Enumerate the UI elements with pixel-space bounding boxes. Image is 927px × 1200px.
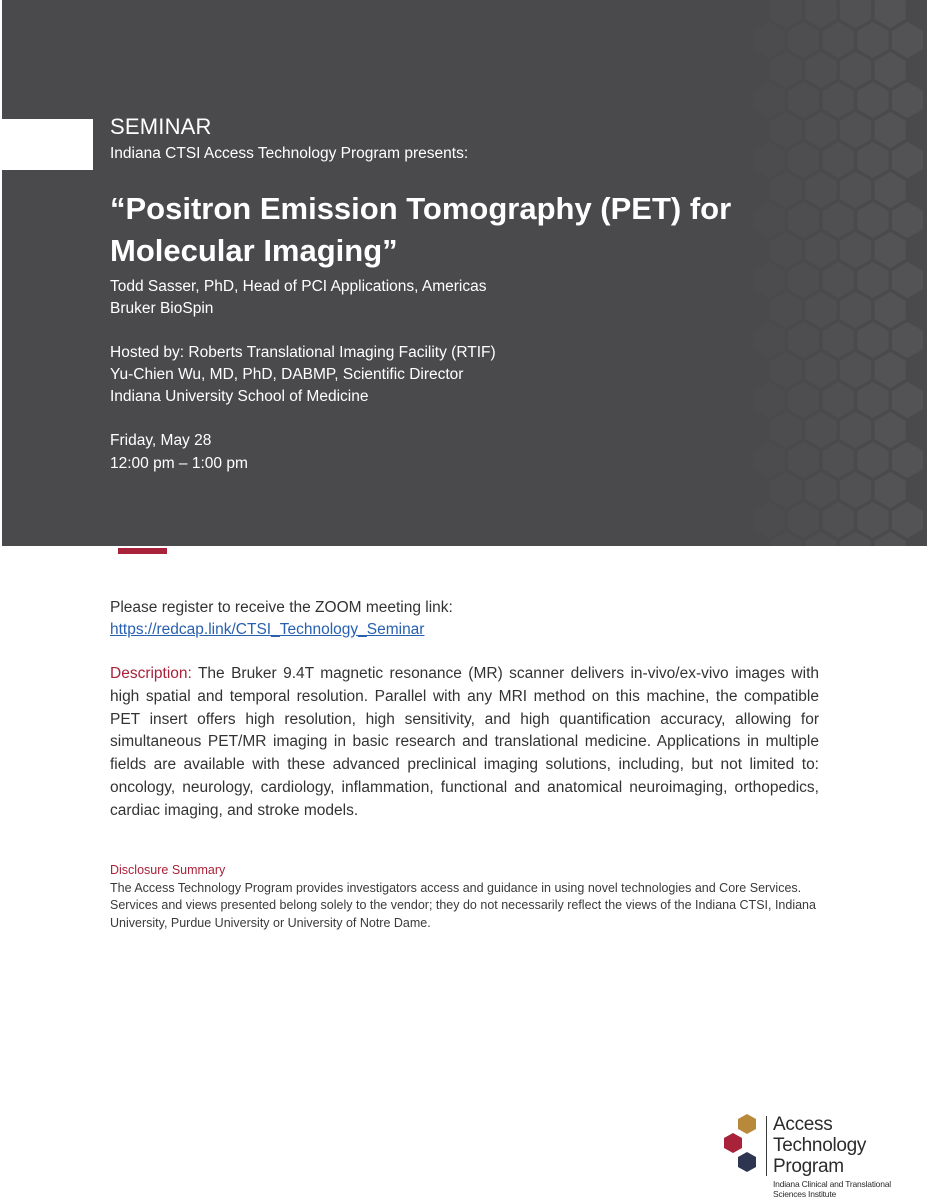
hexagon-tile <box>771 412 802 448</box>
hexagon-tile <box>753 82 784 118</box>
hexagon-tile <box>823 262 854 298</box>
logo-subtitle-line-2: Sciences Institute <box>773 1189 837 1199</box>
hexagon-tile <box>771 172 802 208</box>
hexagon-tile <box>840 52 871 88</box>
description-text: The Bruker 9.4T magnetic resonance (MR) scanner delivers in-vivo/ex-vivo images with high spatial and temporal resolution. Parallel with any MRI method on this machine, the compatible PET insert offers high resolution, high sensitivity, and high quantification accuracy, allowing for simultaneous PET/MR imaging in basic research and translational medicine. Applications in multiple fields are available with these advanced preclinical imaging solutions, including, but not limited to: oncology, neurology, cardiology, inflammation, functional and anatomical neuroimaging, orthopedics, cardiac imaging, and stroke models. <box>110 665 819 819</box>
logo-title-line-1: Access Technology <box>773 1114 867 1156</box>
speaker-block <box>110 276 770 320</box>
hexagon-tile <box>736 52 767 88</box>
hexagon-tile <box>823 22 854 58</box>
hexagon-tile <box>805 352 836 388</box>
hexagon-tile <box>857 502 888 538</box>
hexagon-tile <box>857 142 888 178</box>
hexagon-tile <box>857 22 888 58</box>
hexagon-tile <box>771 52 802 88</box>
hexagon-tile <box>805 112 836 148</box>
hexagon-tile <box>736 472 767 508</box>
hexagon-tile <box>840 352 871 388</box>
hexagon-tile <box>857 82 888 118</box>
hexagon-tile <box>875 352 906 388</box>
hexagon-tile <box>857 202 888 238</box>
hexagon-tile <box>771 232 802 268</box>
event-date: Friday, May 28 <box>110 432 212 449</box>
hexagon-tile <box>788 82 819 118</box>
seminar-label: SEMINAR <box>110 114 212 139</box>
access-technology-program-logo <box>718 1110 918 1199</box>
host-block <box>110 342 770 408</box>
hexagon-tile <box>892 382 923 418</box>
hexagon-tile <box>805 0 836 28</box>
logo-text <box>773 1114 918 1199</box>
hexagon-tile <box>840 172 871 208</box>
hexagon-tile <box>892 502 923 538</box>
logo-divider <box>766 1116 767 1176</box>
hexagon-tile <box>857 322 888 358</box>
seminar-title-line-2: Molecular Imaging” <box>110 233 398 268</box>
hexagon-tile <box>892 322 923 358</box>
hexagon-tile <box>788 322 819 358</box>
host-person: Yu-Chien Wu, MD, PhD, DABMP, Scientific Director <box>110 366 464 383</box>
hexagon-tile <box>875 232 906 268</box>
hexagon-tile <box>823 322 854 358</box>
description-label: Description: <box>110 665 192 682</box>
hexagon-tile <box>875 412 906 448</box>
hexagon-tile <box>788 202 819 238</box>
hexagon-tile <box>771 292 802 328</box>
hexagon-tile <box>771 0 802 28</box>
hexagon-tile <box>892 202 923 238</box>
red-accent-bar <box>118 548 167 554</box>
hosted-by: Hosted by: Roberts Translational Imaging Facility (RTIF) <box>110 344 496 361</box>
hexagon-tile <box>875 172 906 208</box>
hexagon-tile <box>753 22 784 58</box>
hexagon-tile <box>805 232 836 268</box>
hexagon-tile <box>788 382 819 418</box>
hexagon-tile <box>892 82 923 118</box>
hexagon-tile <box>788 142 819 178</box>
hexagon-tile <box>771 352 802 388</box>
hexagon-tile <box>823 442 854 478</box>
disclosure-section <box>110 862 830 932</box>
hexagon-tile <box>840 412 871 448</box>
seminar-title-line-1: “Positron Emission Tomography (PET) for <box>110 191 732 226</box>
hexagon-tile <box>823 142 854 178</box>
presenter-line: Indiana CTSI Access Technology Program presents: <box>110 145 469 162</box>
disclosure-title: Disclosure Summary <box>110 863 226 877</box>
logo-hex-navy <box>738 1152 756 1172</box>
hexagon-tile <box>788 502 819 538</box>
hexagon-tile <box>805 292 836 328</box>
logo-title-line-2: Program <box>773 1156 844 1177</box>
hexagon-tile <box>892 142 923 178</box>
hexagon-tile <box>788 442 819 478</box>
logo-hex-gold <box>738 1114 756 1134</box>
hexagon-tile <box>805 472 836 508</box>
hexagon-tile <box>875 52 906 88</box>
disclosure-text: The Access Technology Program provides investigators access and guidance in using novel technologies and Core Services. Services and views presented belong solely to the vendor; they do not necessarily reflect the views of the Indiana CTSI, Indiana University, Purdue University or University of Notre Dame. <box>110 880 816 930</box>
hexagon-tile <box>823 82 854 118</box>
hexagon-tile <box>857 442 888 478</box>
hexagon-tile <box>823 382 854 418</box>
logo-hex-red <box>724 1133 742 1153</box>
header-text-block <box>110 114 770 475</box>
hexagon-tile <box>892 262 923 298</box>
registration-link[interactable]: https://redcap.link/CTSI_Technology_Seminar <box>110 621 425 638</box>
registration-prompt: Please register to receive the ZOOM meeting link: <box>110 599 453 616</box>
hexagon-tile <box>771 472 802 508</box>
hexagon-tile <box>840 232 871 268</box>
hexagon-tile <box>857 262 888 298</box>
hexagon-tile <box>875 472 906 508</box>
hexagon-tile <box>840 0 871 28</box>
hexagon-tile <box>840 292 871 328</box>
hexagon-tile <box>823 502 854 538</box>
hexagon-tile <box>857 382 888 418</box>
hexagon-tile <box>840 112 871 148</box>
header-white-tab <box>2 119 93 170</box>
hexagon-tile <box>788 22 819 58</box>
hexagon-tile <box>892 22 923 58</box>
event-datetime <box>110 429 770 475</box>
hexagon-tile <box>875 292 906 328</box>
hexagon-tile <box>875 112 906 148</box>
event-time: 12:00 pm – 1:00 pm <box>110 455 248 472</box>
hexagon-tile <box>805 52 836 88</box>
speaker-organization: Bruker BioSpin <box>110 300 214 317</box>
description-paragraph <box>110 663 819 823</box>
hexagon-tile <box>753 502 784 538</box>
hexagon-tile <box>840 472 871 508</box>
hexagon-tile <box>771 112 802 148</box>
seminar-title <box>110 188 770 272</box>
hexagon-tile <box>788 262 819 298</box>
logo-subtitle-line-1: Indiana Clinical and Translational <box>773 1179 891 1189</box>
speaker-name: Todd Sasser, PhD, Head of PCI Applications, Americas <box>110 278 487 295</box>
hexagon-cluster-icon <box>718 1110 762 1178</box>
host-organization: Indiana University School of Medicine <box>110 388 369 405</box>
hexagon-tile <box>875 0 906 28</box>
hexagon-tile <box>736 0 767 28</box>
hexagon-tile <box>823 202 854 238</box>
hexagon-tile <box>892 442 923 478</box>
body-section <box>110 596 819 838</box>
hexagon-tile <box>805 172 836 208</box>
hexagon-tile <box>805 412 836 448</box>
